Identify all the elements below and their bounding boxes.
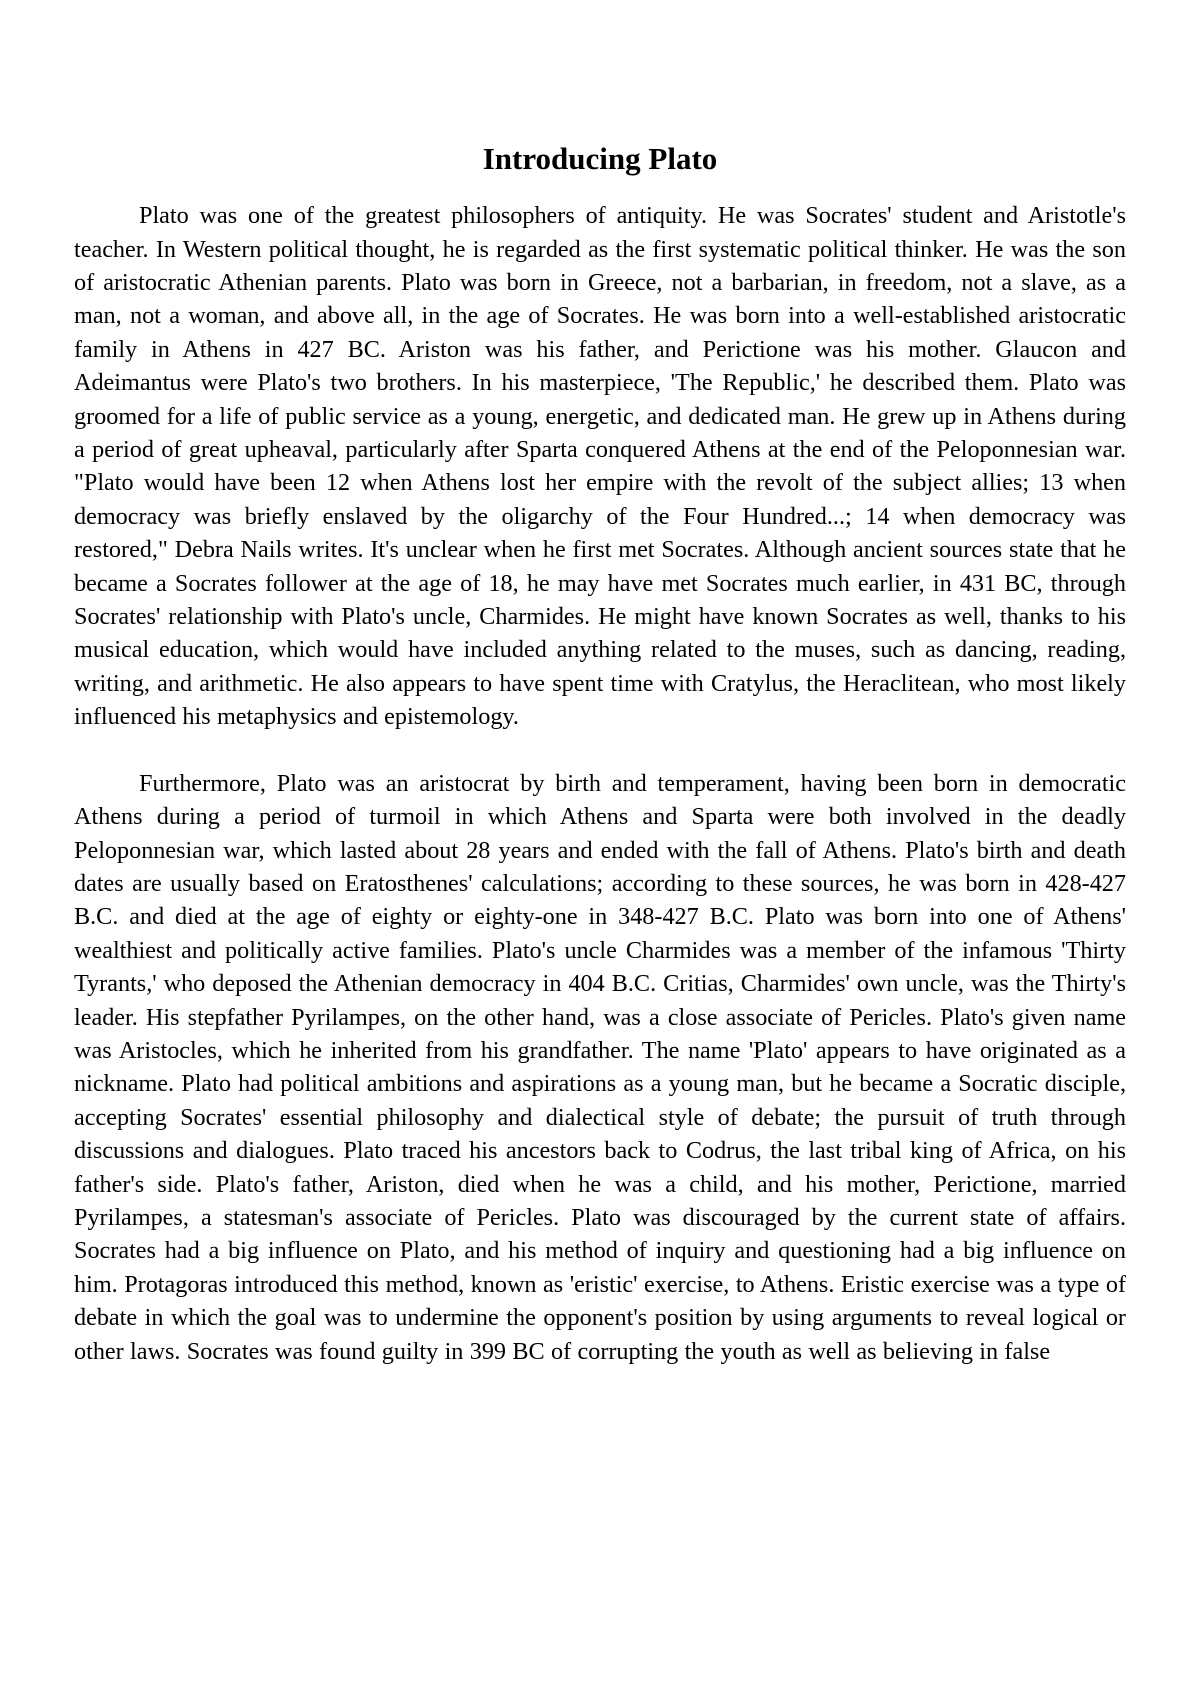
document-title: Introducing Plato [482,141,718,176]
paragraph-family-and-influences: Furthermore, Plato was an aristocrat by birth and temperament, having been born in democratic Athens during a period of turmoil in which Athens and Sparta were both involved in the deadly Peloponnesian war, which lasted about 28 years and ended with the fall of Athens. Plato's birth and death dates are usually based on Eratosthenes' calculations; according to these sources, he was born in 428-427 B.C. and died at the age of eighty or eighty-one in 348-427 B.C. Plato was born into one of Athens' wealthiest and politically active families. Plato's uncle Charmides was a member of the infamous 'Thirty Tyrants,' who deposed the Athenian democracy in 404 B.C. Critias, Charmides' own uncle, was the Thirty's leader. His stepfather Pyrilampes, on the other hand, was a close associate of Pericles. Plato's given name was Aristocles, which he inherited from his grandfather. The name 'Plato' appears to have originated as a nickname. Plato had political ambitions and aspirations as a young man, but he became a Socratic disciple, accepting Socrates' essential philosophy and dialectical style of debate; the pursuit of truth through discussions and dialogues. Plato traced his ancestors back to Codrus, the last tribal king of Africa, on his father's side. Plato's father, Ariston, died when he was a child, and his mother, Perictione, married Pyrilampes, a statesman's associate of Pericles. Plato was discouraged by the current state of affairs. Socrates had a big influence on Plato, and his method of inquiry and questioning had a big influence on him. Protagoras introduced this method, known as 'eristic' exercise, to Athens. Eristic exercise was a type of debate in which the goal was to undermine the opponent's position by using arguments to reveal logical or other laws. Socrates was found guilty in 399 BC of corrupting the youth as well as believing in false [74,769,1126,1365]
paragraph-early-life: Plato was one of the greatest philosophers of antiquity. He was Socrates' student and Aristotle's teacher. In Western political thought, he is regarded as the first systematic political thinker. He was the son of aristocratic Athenian parents. Plato was born in Greece, not a barbarian, in freedom, not a slave, as a man, not a woman, and above all, in the age of Socrates. He was born into a well-established aristocratic family in Athens in 427 BC. Ariston was his father, and Perictione was his mother. Glaucon and Adeimantus were Plato's two brothers. In his masterpiece, 'The Republic,' he described them. Plato was groomed for a life of public service as a young, energetic, and dedicated man. He grew up in Athens during a period of great upheaval, particularly after Sparta conquered Athens at the end of the Peloponnesian war. "Plato would have been 12 when Athens lost her empire with the revolt of the subject allies; 13 when democracy was briefly enslaved by the oligarchy of the Four Hundred...; 14 when democracy was restored," Debra Nails writes. It's unclear when he first met Socrates. Although ancient sources state that he became a Socrates follower at the age of 18, he may have met Socrates much earlier, in 431 BC, through Socrates' relationship with Plato's uncle, Charmides. He might have known Socrates as well, thanks to his musical education, which would have included anything related to the muses, such as dancing, reading, writing, and arithmetic. He also appears to have spent time with Cratylus, the Heraclitean, who most likely influenced his metaphysics and epistemology. [74,202,1126,731]
